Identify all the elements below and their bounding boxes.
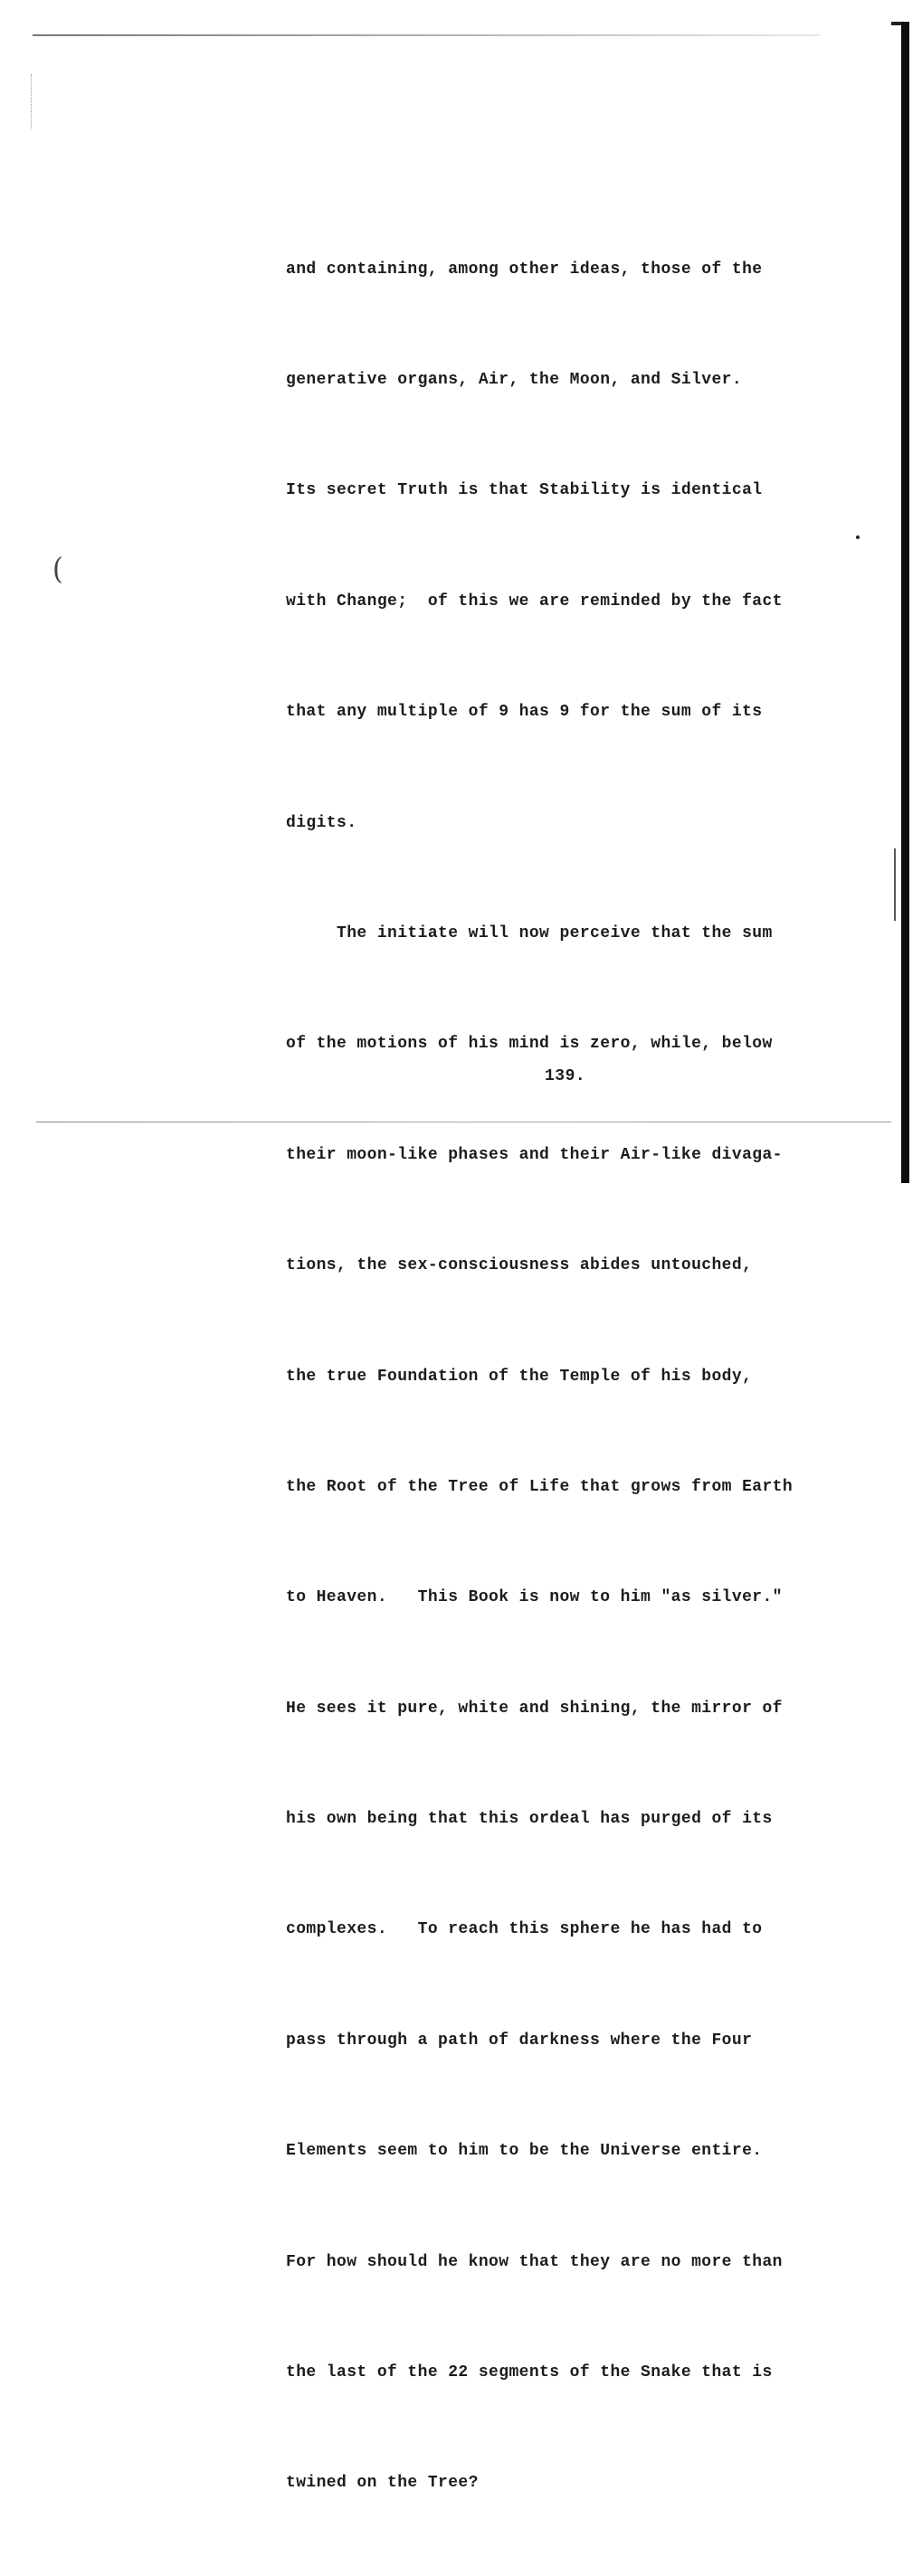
left-margin-bracket-mark: ( [52, 552, 63, 587]
text-line: tions, the sex-consciousness abides untouched, [286, 1256, 753, 1275]
text-line: the last of the 22 segments of the Snake that is [286, 2363, 773, 2382]
text-line: and containing, among other ideas, those of the [286, 260, 763, 279]
text-line: his own being that this ordeal has purged of its [286, 1810, 773, 1829]
text-line: of the motions of his mind is zero, while, below [286, 1035, 773, 1054]
text-line: with Change; of this we are reminded by the fact [286, 592, 783, 611]
text-line: twined on the Tree? [286, 2474, 479, 2493]
text-line: that any multiple of 9 has 9 for the sum of its [286, 703, 763, 722]
text-line: pass through a path of darkness where the Four [286, 2031, 753, 2050]
text-line: The initiate will now perceive that the sum [286, 923, 773, 942]
text-line: He sees it pure, white and shining, the mirror of [286, 1699, 783, 1718]
text-line: complexes. To reach this sphere he has had to [286, 1920, 763, 1939]
top-scan-rule [33, 34, 820, 36]
corner-scan-mark [31, 74, 68, 128]
text-line: the Root of the Tree of Life that grows from Earth [286, 1477, 794, 1496]
page-number: 139. [545, 1067, 586, 1085]
right-margin-line [894, 848, 896, 921]
text-line: digits. [286, 813, 357, 832]
text-line: Its secret Truth is that Stability is identical [286, 481, 763, 500]
right-edge-scan-bar [901, 22, 909, 1183]
stray-dot [856, 535, 860, 539]
text-line: Elements seem to him to be the Universe entire. [286, 2142, 763, 2161]
text-line: For how should he know that they are no more than [286, 2252, 783, 2271]
text-line: their moon-like phases and their Air-like divaga- [286, 1145, 783, 1164]
text-line: generative organs, Air, the Moon, and Silver. [286, 370, 743, 389]
text-line: the true Foundation of the Temple of his body, [286, 1367, 753, 1386]
body-text [286, 177, 847, 2576]
text-line: to Heaven. This Book is now to him "as silver." [286, 1588, 783, 1607]
